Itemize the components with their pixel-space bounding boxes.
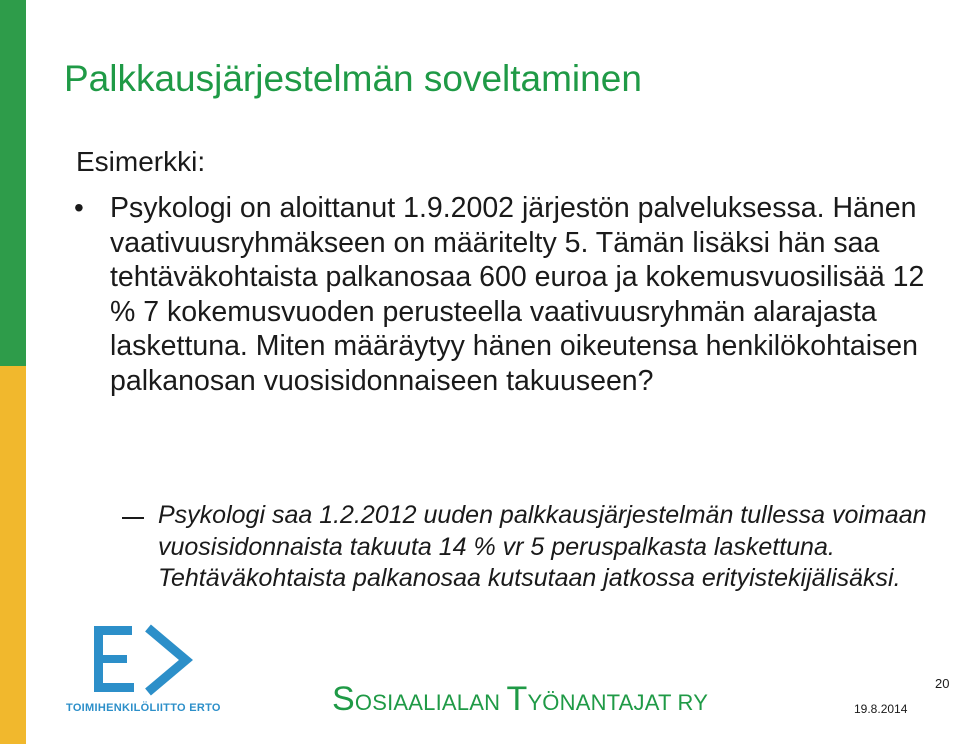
bullet-text: Psykologi on aloittanut 1.9.2002 järjestön palveluksessa. Hänen vaativuusryhmäkseen on määritelty 5. Tämän lisäksi hän saa tehtäväkohtaista palkanosaa 600 euroa ja kokemusvuosilisää 12 % 7 kokemusvuoden perusteella vaativuusryhmän alarajasta laskettuna. Miten määräytyy hänen oikeutensa henkilökohtaisen palkanosan vuosisidonnaiseen takuuseen?	[110, 192, 925, 397]
sub-bullet-text: Psykologi saa 1.2.2012 uuden palkkausjärjestelmän tullessa voimaan vuosisidonnaista takuuta 14 % vr 5 peruspalkasta laskettuna. Tehtäväkohtaista palkanosaa kutsutaan jatkossa erityistekijälisäksi.	[158, 501, 927, 593]
sub-bullet-item	[122, 500, 927, 595]
intro-text: Esimerkki:	[76, 146, 206, 177]
slide-title: Palkkausjärjestelmän soveltaminen	[64, 58, 642, 99]
org-word-1-rest: OSIAALIALAN	[354, 690, 507, 715]
erto-logo-icon	[92, 624, 202, 700]
page-number: 20	[935, 676, 950, 691]
bullet-dot-icon: •	[74, 192, 84, 223]
org-initial-t: T	[506, 680, 528, 718]
org-initial-s: S	[332, 680, 355, 718]
dash-icon	[122, 517, 144, 519]
accent-bar-yellow	[0, 366, 26, 744]
org-word-2-rest: YÖNANTAJAT RY	[527, 690, 709, 715]
organization-name	[332, 680, 708, 719]
slide-date: 19.8.2014	[854, 702, 908, 716]
accent-bar-green	[0, 0, 26, 366]
bullet-item	[74, 191, 934, 398]
logo-caption: TOIMIHENKILÖLIITTO ERTO	[66, 702, 221, 714]
